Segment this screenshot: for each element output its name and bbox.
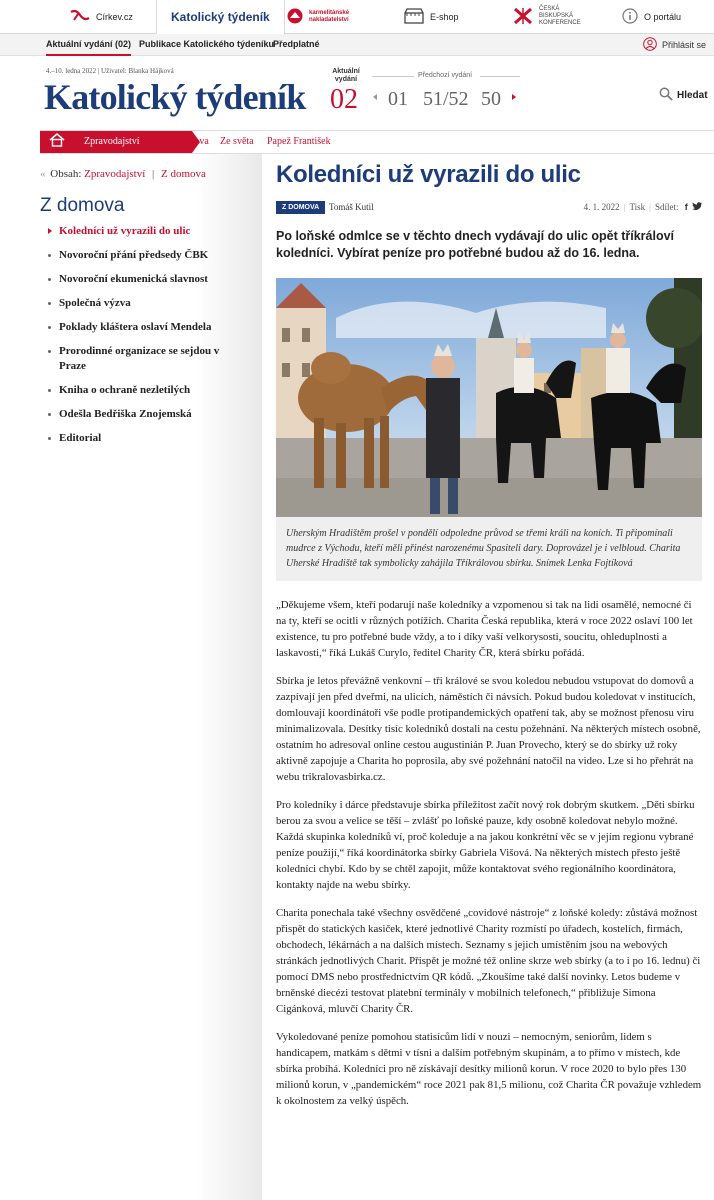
sidebar-item[interactable]: Společná výzva [46,296,246,311]
current-issue-label: Aktuální vydání [332,68,360,83]
photo-caption: Uherským Hradištěm prošel v pondělí odpoledne průvod se třemi králi na koních. Ti připomínali mudrce z Východu, kteří měli přinést narozenému Spasiteli dary. Doprovázel je i velbloud. Charita Uherské Hradiště tak symbolicky zahájila Tříkrálovou sbírku. Snímek Lenka Fojtíková [276,517,702,581]
section-nav-active[interactable]: Zpravodajství [74,131,192,153]
portal-eshop[interactable]: E-shop [404,0,459,33]
article-paragraph: „Děkujeme všem, kteří podarují naše koledníky a vzpomenou si tak na lidi osamělé, nemocné či na ty, kteří se ocitli v různých potížích. Charita Česká republika, která v roce 2022 oslaví 100 let existence, tu pro potřebné bude vždy, a to i díky vaší velkorysosti, soucitu, ohleduplnosti a laskavosti,“ říká Lukáš Curylo, ředitel Charity ČR, která sbírku pořádá. [276,599,693,659]
sidebar-item[interactable]: Novoroční přání předsedy ČBK [46,248,246,263]
portal-o-portalu[interactable]: O portálu [622,0,681,33]
article [276,160,702,1121]
search-button[interactable]: Hledat [659,87,708,104]
next-arrow-icon[interactable] [512,94,516,100]
article-paragraph: Pro koledníky i dárce představuje sbírka příležitost začít nový rok dobrým skutkem. „Děti sbírku berou za svou a velice se těší – zvlášť po loňské pauze, kdy osobně koledovat nebylo možné. Každá skupinka koledníků ví, proč koleduje a na jakou konkrétní věc se v jejím regionu vybrané peníze použijí,“ říká koordinátorka sbírky Gabriela Višová. Na některých místech přesto ještě koledníci chybí. Kdo by se chtěl zapojit, může kontaktovat svého regionálního koordinátora, kontakty najde na webu sbírky. [276,799,695,891]
current-issue-number[interactable]: 02 [330,84,358,115]
site-logo[interactable]: Katolický týdeník [44,77,306,117]
login-button[interactable]: Přihlásit se [643,34,706,56]
sidebar-item[interactable]: Prorodinné organizace se sejdou v Praze [46,344,246,374]
subnav-aktualni-vydani[interactable]: Aktuální vydání (02) [46,34,131,56]
cbk-logo-icon [513,7,533,27]
article-paragraph: Charita ponechala také všechny osvědčené „covidové nástroje“ z loňské koledy: zůstává možnost přispět do statických kasiček, které jednotlivé Charity rozmístí po úřadech, kostelích, firmách, obchodech, lékárnách a na dalších místech. Seznamy s jejich umístěním jsou na webových stránkách jednotlivých Charit. Přispět je možné též online skrze web sbírky (a to i po 16. lednu) či pomocí DMS nebo prostřednictvím QR kódů. „Zkoušíme také další novinky. Letos budeme v brněnské diecézi testovat platební terminály v mobilních telefonech,“ přibližuje Simona Cigánková, mluvčí Charity ČR. [276,907,701,1015]
article-title: Koledníci už vyrazili do ulic [276,161,581,188]
info-icon [622,8,638,26]
sidebar-item[interactable]: Novoroční ekumenická slavnost [46,272,246,287]
twitter-icon[interactable] [692,202,702,213]
previous-issues-label: Předchozí vydání [418,72,473,79]
karmelitanske-logo-icon [287,8,303,26]
divider [480,76,520,77]
prev-arrow-icon[interactable] [373,94,377,100]
previous-issue-link[interactable]: 50 [481,88,501,110]
article-body [276,597,702,1109]
user-icon [643,37,657,53]
sidebar-section-title: Z domova [40,195,125,216]
print-button[interactable]: Tisk [629,202,646,212]
category-badge[interactable]: Z DOMOVA [276,201,325,214]
previous-issue-link[interactable]: 51/52 [423,88,469,110]
cirkev-logo-icon [70,9,90,25]
portal-bar [0,0,714,34]
facebook-icon[interactable]: f [684,202,688,212]
article-date: 4. 1. 2022 [583,202,620,212]
portal-cirkev[interactable]: Církev.cz [70,0,133,33]
sidebar-item[interactable]: Odešla Bedřiška Znojemská [46,407,246,422]
article-author: Tomáš Kutil [329,202,374,212]
article-paragraph: Sbírka je letos převážně venkovní – tři králové se svou koledou nebudou vstupovat do domovů a zazpívají jen před dveřmi, na ulicích, náměstích či návsích. Pokud budou koledovat v institucích, domlouvají koordinátoři vše podle protipandemických opatření tak, aby se možnost přenosu viru minimalizovala. Desítky tisíc koledníků dostali na cestu požehnání. Na některých místech osobně, ostatním ho adresoval online cestou augustinián P. Juan Provecho, který se do sbírky už roky aktivně zapojuje a Charita ho poprosila, aby své požehnání natočil na video. Lze si ho přehrát na webu trikralovasbirka.cz. [276,675,701,783]
double-chevron-left-icon: « [40,168,46,180]
article-paragraph: Vykoledované peníze pomohou statisícům lidí v nouzi – nemocným, seniorům, lidem s handicapem, matkám s dětmi v tísni a dalším potřebným skupinám, a to přímo v místech, kde sbírka probíhá. Koledníci pro ně získávají desítky milionů korun. V roce 2020 to bylo přes 130 milionů korun, v „pandemickém“ roce 2021 pak 81,5 milionu, což Charita ČR považuje vzhledem k okolnostem za velký úspěch. [276,1031,702,1107]
section-nav-papez-frantisek[interactable]: Papež František [267,136,331,147]
sidebar-item[interactable]: Kniha o ochraně nezletilých [46,383,246,398]
sidebar-article-list [46,224,246,455]
section-nav-ze-sveta[interactable]: Ze světa [220,136,254,147]
subnav [0,34,714,56]
home-button[interactable] [40,131,74,153]
portal-katolicky-tydenik[interactable]: Katolický týdeník [156,0,285,34]
home-icon [49,133,65,152]
portal-cbk[interactable]: ČESKÁ BISKUPSKÁ KONFERENCE [513,0,581,33]
sidebar-item-active[interactable]: Koledníci už vyrazili do ulic [46,224,246,239]
previous-issue-link[interactable]: 01 [388,88,408,110]
sidebar-item[interactable]: Editorial [46,431,246,446]
toc-link-z-domova[interactable]: Z domova [160,168,206,180]
subnav-publikace[interactable]: Publikace Katolického týdeníku [139,39,275,49]
article-lead: Po loňské odmlce se v těchto dnech vydávají do ulic opět tříkráloví koledníci. Vybírat peníze pro potřebné budou až do 16. ledna. [276,229,675,260]
toc-breadcrumb: « Obsah: Zpravodajství | Z domova [40,168,206,180]
section-nav [40,130,714,154]
portal-karmelitanske[interactable]: karmelitánské nakladatelství [287,0,349,33]
toc-link-zpravodajstvi[interactable]: Zpravodajství [84,168,146,180]
divider [372,76,414,77]
share-label: Sdílet: [654,202,679,212]
section-nav-z-domova[interactable]: Z domova [168,136,209,147]
issue-meta: 4.–10. ledna 2022 | Uživatel: Blanka Hájková [46,67,174,75]
search-icon [659,87,673,104]
shop-icon [404,8,424,26]
article-byline: Z DOMOVA Tomáš Kutil 4. 1. 2022 | Tisk | Sdílet: f [276,200,702,216]
subnav-predplatne[interactable]: Předplatné [273,39,320,49]
sidebar-item[interactable]: Poklady kláštera oslaví Mendela [46,320,246,335]
article-photo[interactable] [276,278,702,517]
